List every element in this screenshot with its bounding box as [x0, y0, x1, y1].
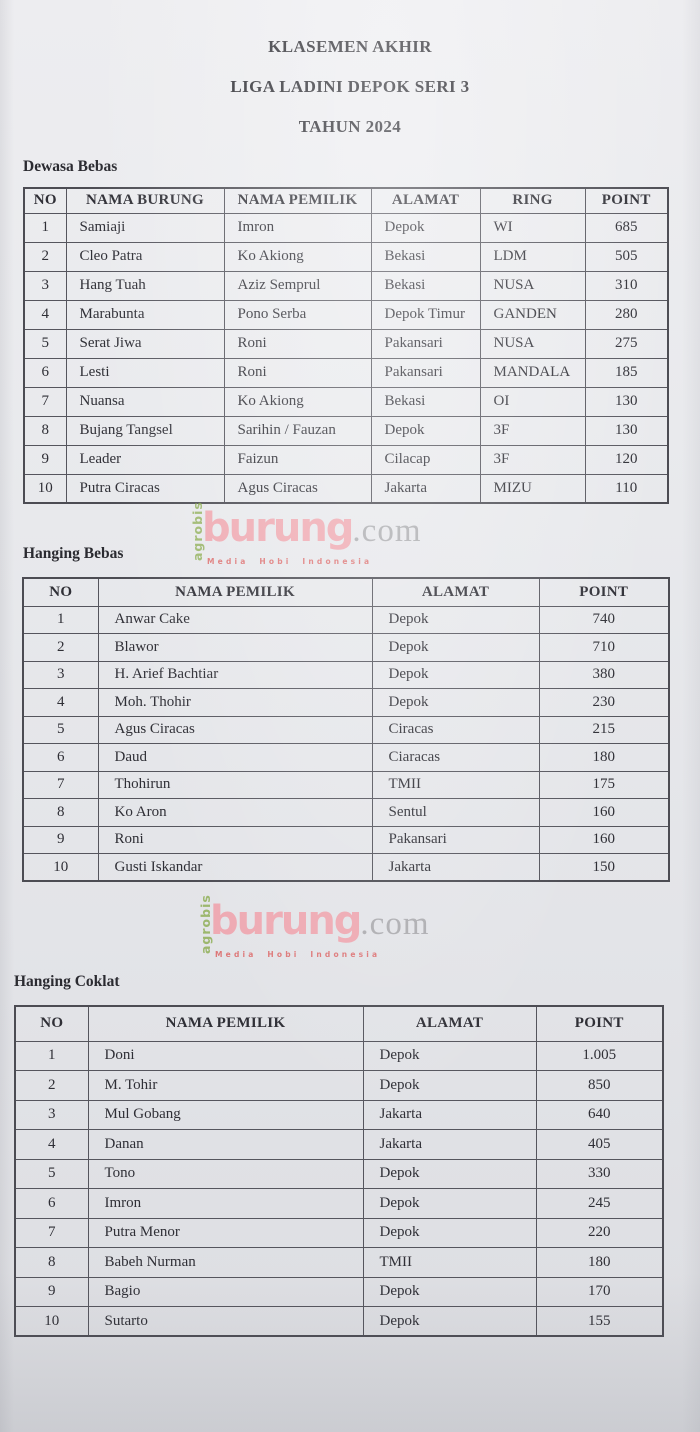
- cell-nama-pemilik: Bagio: [88, 1277, 363, 1307]
- section-heading-dewasa-bebas: Dewasa Bebas: [23, 158, 118, 175]
- table-row: [24, 329, 668, 358]
- cell-no: 1: [15, 1041, 88, 1071]
- cell-point: 185: [585, 358, 668, 387]
- table-row: [23, 606, 669, 634]
- cell-point: 405: [536, 1130, 663, 1160]
- section-heading-hanging-bebas: Hanging Bebas: [23, 545, 124, 562]
- title-line-1: KLASEMEN AKHIR: [268, 37, 432, 56]
- cell-alamat: Depok: [363, 1041, 536, 1071]
- section-hanging-bebas: [0, 577, 700, 882]
- cell-point: 330: [536, 1159, 663, 1189]
- cell-nama-pemilik: Faizun: [224, 445, 371, 474]
- cell-alamat: Depok: [363, 1218, 536, 1248]
- cell-nama-burung: Nuansa: [66, 387, 224, 416]
- cell-ring: MANDALA: [480, 358, 585, 387]
- cell-point: 380: [539, 661, 669, 689]
- cell-alamat: Bekasi: [371, 387, 480, 416]
- cell-nama-pemilik: Ko Akiong: [224, 387, 371, 416]
- cell-point: 850: [536, 1071, 663, 1101]
- cell-nama-burung: Putra Ciracas: [66, 474, 224, 503]
- cell-alamat: Bekasi: [371, 242, 480, 271]
- cell-point: 640: [536, 1100, 663, 1130]
- cell-nama-burung: Leader: [66, 445, 224, 474]
- cell-point: 275: [585, 329, 668, 358]
- table-row: [24, 300, 668, 329]
- cell-alamat: Jakarta: [363, 1130, 536, 1160]
- cell-no: 3: [15, 1100, 88, 1130]
- table-row: [23, 854, 669, 882]
- column-header-point: POINT: [536, 1006, 663, 1041]
- standings-table-hanging-bebas: [22, 577, 670, 882]
- cell-ring: LDM: [480, 242, 585, 271]
- cell-point: 740: [539, 606, 669, 634]
- cell-ring: WI: [480, 213, 585, 242]
- cell-point: 710: [539, 634, 669, 662]
- cell-nama-pemilik: Roni: [224, 329, 371, 358]
- section-dewasa-bebas: [0, 157, 700, 504]
- cell-point: 175: [539, 771, 669, 799]
- cell-alamat: Pakansari: [371, 329, 480, 358]
- cell-no: 10: [15, 1307, 88, 1337]
- cell-point: 685: [585, 213, 668, 242]
- watermark-brand-text: burung: [210, 898, 361, 944]
- cell-no: 10: [24, 474, 66, 503]
- cell-no: 1: [24, 213, 66, 242]
- column-header-alamat: ALAMAT: [363, 1006, 536, 1041]
- cell-no: 7: [24, 387, 66, 416]
- cell-nama-pemilik: Mul Gobang: [88, 1100, 363, 1130]
- cell-point: 180: [539, 744, 669, 772]
- cell-no: 7: [15, 1218, 88, 1248]
- cell-nama-pemilik: Imron: [88, 1189, 363, 1219]
- cell-nama-burung: Serat Jiwa: [66, 329, 224, 358]
- cell-no: 1: [23, 606, 98, 634]
- column-header-ring: RING: [480, 188, 585, 213]
- cell-alamat: Ciaracas: [372, 744, 539, 772]
- cell-no: 8: [24, 416, 66, 445]
- cell-nama-pemilik: Danan: [88, 1130, 363, 1160]
- table-row: [23, 689, 669, 717]
- cell-nama-burung: Marabunta: [66, 300, 224, 329]
- cell-no: 4: [23, 689, 98, 717]
- table-row: [15, 1189, 663, 1219]
- cell-alamat: Depok: [371, 416, 480, 445]
- cell-nama-pemilik: Roni: [224, 358, 371, 387]
- watermark-tagline-text: Media Hobi Indonesia: [215, 950, 381, 959]
- cell-nama-pemilik: Tono: [88, 1159, 363, 1189]
- cell-point: 280: [585, 300, 668, 329]
- table-row: [15, 1100, 663, 1130]
- column-header-no: NO: [23, 578, 98, 606]
- column-header-nama-pemilik: NAMA PEMILIK: [88, 1006, 363, 1041]
- table-row: [15, 1041, 663, 1071]
- cell-alamat: Jakarta: [363, 1100, 536, 1130]
- watermark-burung-com: [198, 894, 430, 959]
- table-row: [23, 771, 669, 799]
- cell-alamat: TMII: [363, 1248, 536, 1278]
- cell-alamat: Depok: [363, 1277, 536, 1307]
- header-row: [24, 188, 668, 213]
- cell-no: 2: [23, 634, 98, 662]
- cell-no: 6: [24, 358, 66, 387]
- cell-nama-pemilik: Doni: [88, 1041, 363, 1071]
- cell-alamat: Pakansari: [372, 826, 539, 854]
- cell-no: 2: [24, 242, 66, 271]
- document-title-block: [0, 0, 700, 137]
- cell-alamat: Bekasi: [371, 271, 480, 300]
- section-heading-hanging-coklat: Hanging Coklat: [14, 973, 120, 990]
- cell-alamat: Depok: [372, 606, 539, 634]
- cell-nama-pemilik: Ko Akiong: [224, 242, 371, 271]
- cell-point: 155: [536, 1307, 663, 1337]
- cell-ring: 3F: [480, 416, 585, 445]
- cell-nama-burung: Lesti: [66, 358, 224, 387]
- cell-alamat: Depok: [372, 689, 539, 717]
- cell-no: 3: [23, 661, 98, 689]
- watermark-brand-text: burung: [202, 505, 353, 551]
- cell-point: 1.005: [536, 1041, 663, 1071]
- cell-nama-pemilik: Anwar Cake: [98, 606, 372, 634]
- cell-no: 9: [24, 445, 66, 474]
- cell-nama-pemilik: Agus Ciracas: [224, 474, 371, 503]
- cell-ring: NUSA: [480, 329, 585, 358]
- cell-ring: 3F: [480, 445, 585, 474]
- table-row: [24, 416, 668, 445]
- cell-no: 7: [23, 771, 98, 799]
- cell-alamat: Depok: [363, 1189, 536, 1219]
- table-row: [23, 799, 669, 827]
- cell-alamat: Depok: [372, 634, 539, 662]
- cell-nama-pemilik: Putra Menor: [88, 1218, 363, 1248]
- cell-alamat: Depok: [363, 1071, 536, 1101]
- cell-no: 9: [23, 826, 98, 854]
- column-header-nama-pemilik: NAMA PEMILIK: [224, 188, 371, 213]
- table-row: [24, 271, 668, 300]
- cell-point: 160: [539, 799, 669, 827]
- cell-point: 505: [585, 242, 668, 271]
- watermark-burung-com: [190, 501, 422, 566]
- table-row: [15, 1248, 663, 1278]
- table-row: [24, 387, 668, 416]
- column-header-no: NO: [15, 1006, 88, 1041]
- standings-table-hanging-coklat: [14, 1005, 664, 1337]
- watermark-tld-text: .com: [360, 906, 430, 942]
- cell-nama-burung: Samiaji: [66, 213, 224, 242]
- cell-point: 110: [585, 474, 668, 503]
- cell-nama-pemilik: H. Arief Bachtiar: [98, 661, 372, 689]
- table-row: [23, 826, 669, 854]
- cell-nama-pemilik: Gusti Iskandar: [98, 854, 372, 882]
- cell-point: 180: [536, 1248, 663, 1278]
- cell-no: 8: [15, 1248, 88, 1278]
- table-row: [24, 358, 668, 387]
- section-hanging-coklat: [0, 972, 700, 1337]
- table-row: [23, 661, 669, 689]
- watermark-logo: [210, 900, 430, 959]
- table-row: [15, 1130, 663, 1160]
- cell-alamat: Sentul: [372, 799, 539, 827]
- standings-table-dewasa-bebas: [23, 187, 669, 504]
- column-header-nama-pemilik: NAMA PEMILIK: [98, 578, 372, 606]
- cell-point: 310: [585, 271, 668, 300]
- cell-alamat: TMII: [372, 771, 539, 799]
- table-row: [24, 445, 668, 474]
- cell-nama-pemilik: Babeh Nurman: [88, 1248, 363, 1278]
- watermark-row-1: [0, 501, 700, 577]
- cell-point: 215: [539, 716, 669, 744]
- cell-alamat: Depok: [371, 213, 480, 242]
- cell-point: 220: [536, 1218, 663, 1248]
- cell-nama-pemilik: Moh. Thohir: [98, 689, 372, 717]
- watermark-logo: [202, 507, 422, 566]
- cell-alamat: Depok: [363, 1307, 536, 1337]
- cell-nama-burung: Hang Tuah: [66, 271, 224, 300]
- cell-nama-pemilik: Aziz Semprul: [224, 271, 371, 300]
- cell-alamat: Depok: [372, 661, 539, 689]
- cell-no: 9: [15, 1277, 88, 1307]
- cell-alamat: Cilacap: [371, 445, 480, 474]
- cell-no: 4: [15, 1130, 88, 1160]
- watermark-agrobis-vertical-text: agrobis: [190, 501, 205, 561]
- cell-point: 130: [585, 416, 668, 445]
- column-header-point: POINT: [585, 188, 668, 213]
- table-row: [15, 1071, 663, 1101]
- table-row: [15, 1218, 663, 1248]
- cell-point: 120: [585, 445, 668, 474]
- cell-point: 245: [536, 1189, 663, 1219]
- header-row: [15, 1006, 663, 1041]
- table-row: [15, 1307, 663, 1337]
- cell-point: 160: [539, 826, 669, 854]
- cell-point: 230: [539, 689, 669, 717]
- cell-nama-pemilik: Thohirun: [98, 771, 372, 799]
- cell-no: 6: [15, 1189, 88, 1219]
- cell-nama-pemilik: Sutarto: [88, 1307, 363, 1337]
- watermark-tld-text: .com: [352, 513, 422, 549]
- cell-no: 4: [24, 300, 66, 329]
- title-line-2: LIGA LADINI DEPOK SERI 3: [230, 77, 470, 96]
- table-row: [15, 1277, 663, 1307]
- cell-alamat: Jakarta: [371, 474, 480, 503]
- cell-point: 170: [536, 1277, 663, 1307]
- column-header-no: NO: [24, 188, 66, 213]
- table-row: [23, 744, 669, 772]
- table-row: [24, 242, 668, 271]
- table-row: [15, 1159, 663, 1189]
- cell-nama-pemilik: Agus Ciracas: [98, 716, 372, 744]
- title-line-3: TAHUN 2024: [298, 117, 402, 136]
- cell-nama-pemilik: Sarihin / Fauzan: [224, 416, 371, 445]
- cell-alamat: Depok Timur: [371, 300, 480, 329]
- watermark-agrobis-vertical-text: agrobis: [198, 894, 213, 954]
- cell-no: 10: [23, 854, 98, 882]
- cell-ring: NUSA: [480, 271, 585, 300]
- cell-nama-burung: Cleo Patra: [66, 242, 224, 271]
- cell-alamat: Depok: [363, 1159, 536, 1189]
- table-row: [24, 213, 668, 242]
- cell-no: 5: [24, 329, 66, 358]
- cell-alamat: Ciracas: [372, 716, 539, 744]
- watermark-row-2: [0, 882, 700, 972]
- column-header-nama-burung: NAMA BURUNG: [66, 188, 224, 213]
- table-row: [23, 716, 669, 744]
- cell-ring: MIZU: [480, 474, 585, 503]
- table-row: [24, 474, 668, 503]
- column-header-point: POINT: [539, 578, 669, 606]
- cell-no: 2: [15, 1071, 88, 1101]
- cell-nama-pemilik: Roni: [98, 826, 372, 854]
- cell-nama-pemilik: M. Tohir: [88, 1071, 363, 1101]
- header-row: [23, 578, 669, 606]
- cell-point: 150: [539, 854, 669, 882]
- cell-nama-pemilik: Ko Aron: [98, 799, 372, 827]
- cell-nama-pemilik: Pono Serba: [224, 300, 371, 329]
- cell-alamat: Jakarta: [372, 854, 539, 882]
- cell-no: 3: [24, 271, 66, 300]
- cell-nama-pemilik: Imron: [224, 213, 371, 242]
- cell-no: 5: [15, 1159, 88, 1189]
- cell-no: 5: [23, 716, 98, 744]
- cell-nama-burung: Bujang Tangsel: [66, 416, 224, 445]
- column-header-alamat: ALAMAT: [372, 578, 539, 606]
- cell-nama-pemilik: Blawor: [98, 634, 372, 662]
- cell-alamat: Pakansari: [371, 358, 480, 387]
- column-header-alamat: ALAMAT: [371, 188, 480, 213]
- cell-no: 6: [23, 744, 98, 772]
- cell-point: 130: [585, 387, 668, 416]
- cell-ring: OI: [480, 387, 585, 416]
- cell-nama-pemilik: Daud: [98, 744, 372, 772]
- cell-no: 8: [23, 799, 98, 827]
- cell-ring: GANDEN: [480, 300, 585, 329]
- watermark-tagline-text: Media Hobi Indonesia: [207, 557, 373, 566]
- table-row: [23, 634, 669, 662]
